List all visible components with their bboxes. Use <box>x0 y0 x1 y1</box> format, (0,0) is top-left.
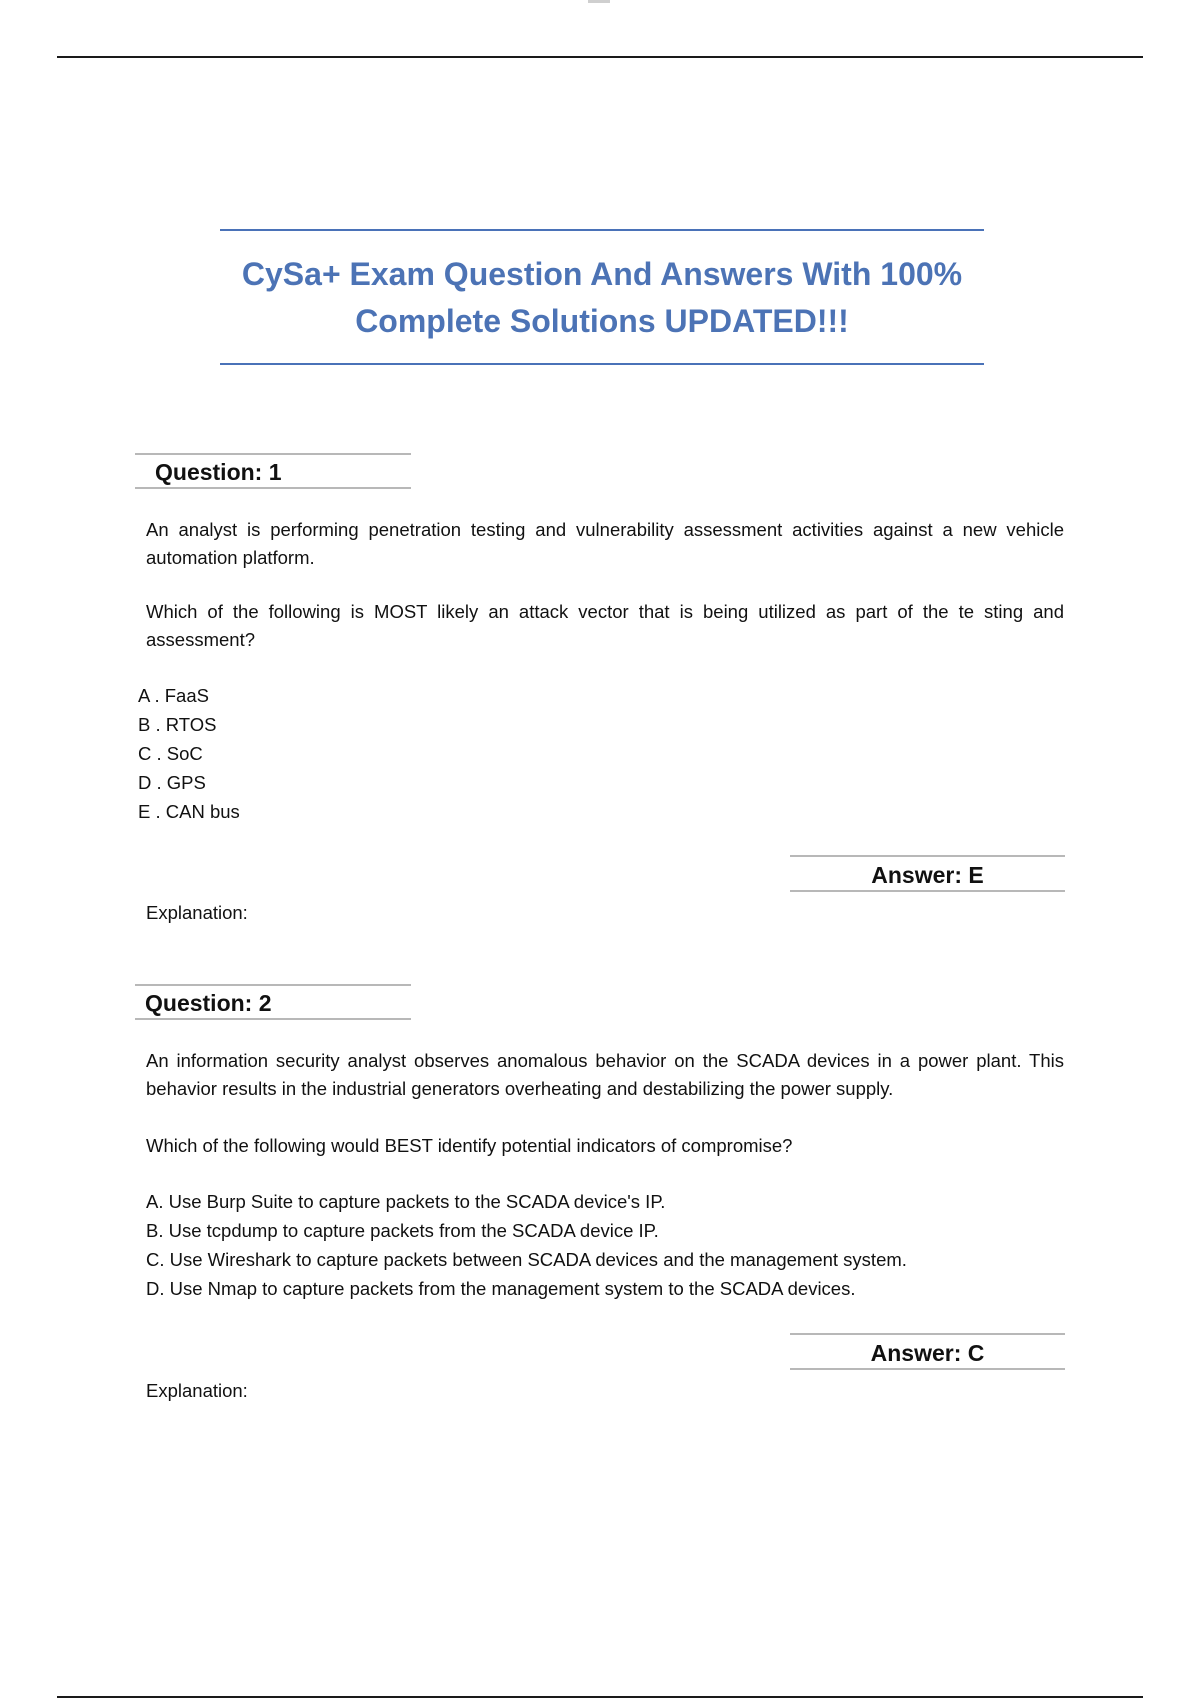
question-2-option-b: B. Use tcpdump to capture packets from the SCADA device IP. <box>146 1220 659 1241</box>
question-1-heading-text: Question: 1 <box>155 459 282 485</box>
question-2-options <box>146 1187 907 1303</box>
question-1-answer: Answer: E <box>871 862 984 888</box>
question-1-answer-box <box>790 855 1065 892</box>
question-1-explanation-label: Explanation: <box>146 902 248 923</box>
title-rule-top <box>220 229 984 231</box>
question-2-option-d: D. Use Nmap to capture packets from the management system to the SCADA devices. <box>146 1278 856 1299</box>
question-2-option-c: C. Use Wireshark to capture packets between SCADA devices and the management system. <box>146 1249 907 1270</box>
question-1-option-b: B . RTOS <box>138 714 217 735</box>
question-1-option-d: D . GPS <box>138 772 206 793</box>
question-2-answer-box <box>790 1333 1065 1370</box>
question-2-prompt: Which of the following would BEST identify potential indicators of compromise? <box>146 1135 793 1156</box>
question-2-stem: An information security analyst observes anomalous behavior on the SCADA devices in a power plant. This behavior results in the industrial generators overheating and destabilizing the power supply. <box>146 1050 1064 1099</box>
question-2-explanation-label: Explanation: <box>146 1380 248 1401</box>
question-2-answer: Answer: C <box>870 1340 985 1366</box>
question-1-option-e: E . CAN bus <box>138 801 240 822</box>
question-1-option-a: A . FaaS <box>138 685 209 706</box>
question-1-stem: An analyst is performing penetration testing and vulnerability assessment activities against a new vehicle automation platform. <box>146 519 1064 568</box>
question-2-heading-text: Question: 2 <box>145 990 272 1016</box>
document-title-line-1: CySa+ Exam Question And Answers With 100% <box>241 256 963 292</box>
title-rule-bottom <box>220 363 984 365</box>
page-top-mark <box>588 0 610 3</box>
question-1-options <box>138 681 240 826</box>
document-title-line-2: Complete Solutions UPDATED!!! <box>355 303 849 339</box>
question-1-heading <box>135 453 411 489</box>
question-2-option-a: A. Use Burp Suite to capture packets to the SCADA device's IP. <box>146 1191 666 1212</box>
header-divider <box>57 56 1143 58</box>
question-1-prompt: Which of the following is MOST likely an attack vector that is being utilized as part of the te sting and assessment? <box>146 601 1064 650</box>
document-title-block <box>220 229 984 366</box>
question-1-option-c: C . SoC <box>138 743 203 764</box>
question-2-heading <box>135 984 411 1020</box>
document-title <box>220 251 984 345</box>
footer-divider <box>57 1696 1143 1698</box>
